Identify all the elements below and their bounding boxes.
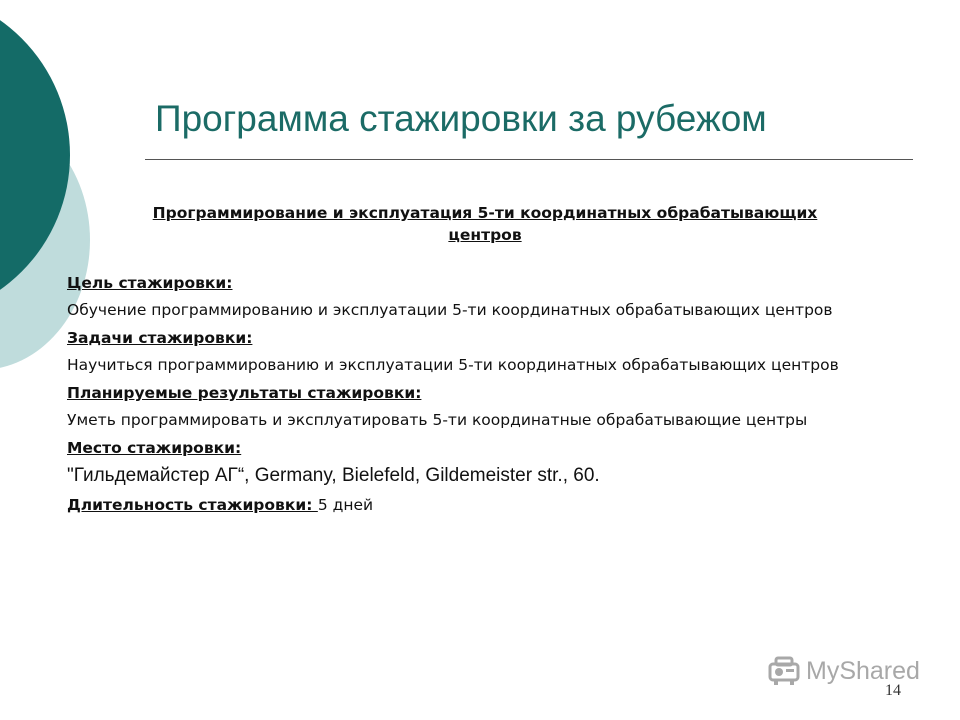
slide-title: Программа стажировки за рубежом [155, 98, 767, 139]
slide-content [67, 272, 897, 516]
results-text: Уметь программировать и эксплуатировать 5-ти координатные обрабатывающие центры [67, 411, 808, 429]
location-text: "Гильдемайстер АГ“, Germany, Bielefeld, Gildemeister str., 60. [67, 465, 600, 486]
duration-value: 5 дней [317, 496, 374, 514]
tasks-heading: Задачи стажировки: [67, 329, 253, 347]
page-number: 14 [885, 682, 901, 699]
title-divider [145, 159, 913, 160]
duration-line [67, 494, 897, 516]
goal-heading: Цель стажировки: [67, 274, 233, 292]
goal-text: Обучение программированию и эксплуатации 5-ти координатных обрабатывающих центров [67, 301, 833, 319]
tasks-text: Научиться программированию и эксплуатации 5-ти координатных обрабатывающих центров [67, 356, 839, 374]
results-heading: Планируемые результаты стажировки: [67, 384, 422, 402]
slide-subtitle: Программирование и эксплуатация 5-ти координатных обрабатывающих центров [152, 204, 818, 244]
location-heading: Место стажировки: [67, 439, 242, 457]
watermark-text: MyShared [806, 656, 920, 685]
duration-heading: Длительность стажировки: [67, 496, 318, 514]
projector-icon [768, 656, 800, 686]
